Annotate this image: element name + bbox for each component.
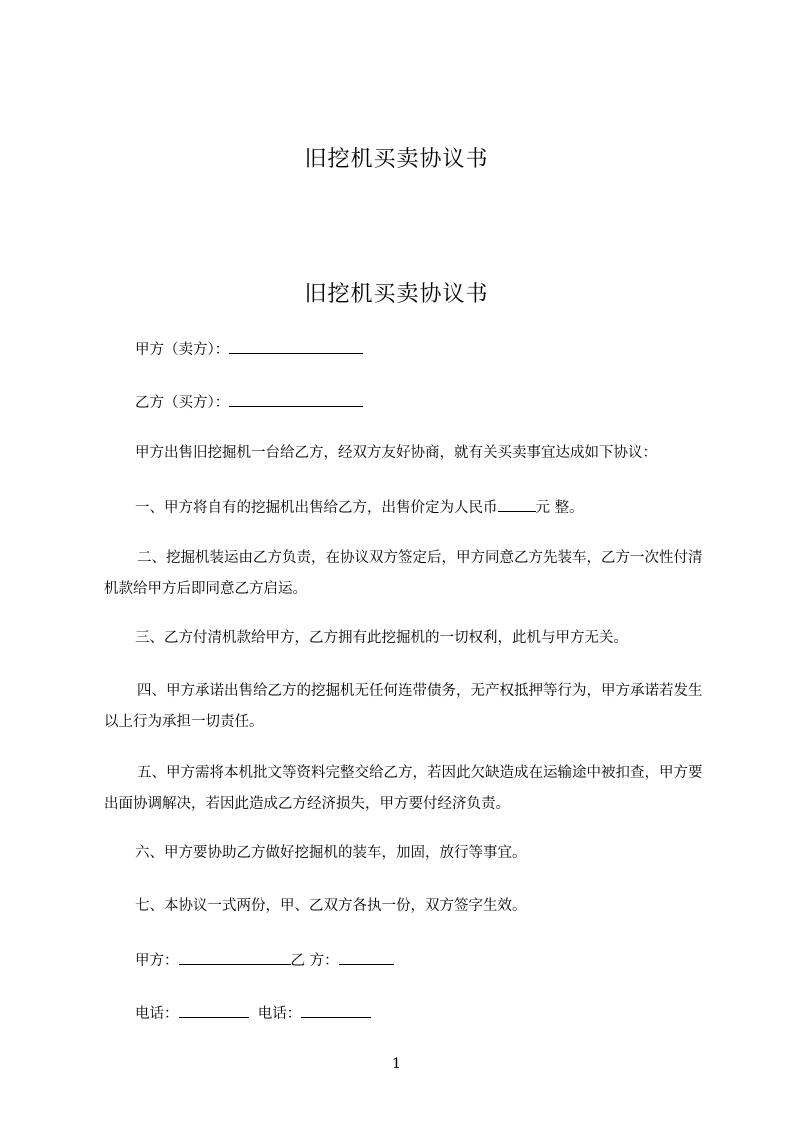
header-title: 旧挖机买卖协议书	[304, 147, 489, 172]
sign-b-blank	[339, 949, 394, 965]
clause-1	[135, 496, 584, 518]
clause-5: 五、甲方需将本机批文等资料完整交给乙方，若因此欠缺造成在运输途中被扣查，甲方要出面协调解决，若因此造成乙方经济损失，甲方要付经济负责。	[104, 765, 703, 812]
phone-line	[135, 1002, 371, 1024]
signature-line	[135, 949, 394, 971]
clause-4: 四、甲方承诺出售给乙方的挖掘机无任何连带债务，无产权抵押等行为，甲方承诺若发生以上行为承担一切责任。	[104, 683, 703, 730]
clause-6: 六、甲方要协助乙方做好挖掘机的装车，加固，放行等事宜。	[135, 845, 527, 861]
party-b-blank	[229, 391, 363, 407]
clause-2: 二、挖掘机装运由乙方负责，在协议双方签定后，甲方同意乙方先装车，乙方一次性付清机款给甲方后即同意乙方启运。	[104, 550, 703, 597]
phone-a-blank	[179, 1002, 249, 1018]
clause-3: 三、乙方付清机款给甲方，乙方拥有此挖掘机的一切权利，此机与甲方无关。	[135, 630, 628, 646]
party-b-label: 乙方（买方）：	[135, 395, 230, 411]
party-b-line	[135, 391, 363, 413]
party-a-blank	[229, 338, 363, 354]
party-a-line	[135, 338, 363, 360]
phone-b-label: 电话：	[257, 1006, 302, 1022]
party-a-label: 甲方（卖方）：	[135, 342, 230, 358]
document-title: 旧挖机买卖协议书	[304, 282, 489, 307]
page-number: 1	[392, 1056, 401, 1072]
clause-7: 七、本协议一式两份，甲、乙双方各执一份，双方签字生效。	[135, 898, 527, 914]
sign-a-label: 甲方：	[135, 953, 179, 969]
intro-paragraph: 甲方出售旧挖掘机一台给乙方，经双方友好协商，就有关买卖事宜达成如下协议：	[135, 445, 657, 461]
clause-1-prefix: 一、甲方将自有的挖掘机出售给乙方，出售价定为人民币	[135, 500, 498, 516]
price-blank	[498, 496, 536, 512]
phone-b-blank	[301, 1002, 371, 1018]
sign-a-blank	[179, 949, 291, 965]
phone-a-label: 电话：	[135, 1006, 179, 1022]
clause-1-suffix: 元 整。	[535, 500, 584, 516]
sign-b-label: 乙 方：	[290, 953, 339, 969]
